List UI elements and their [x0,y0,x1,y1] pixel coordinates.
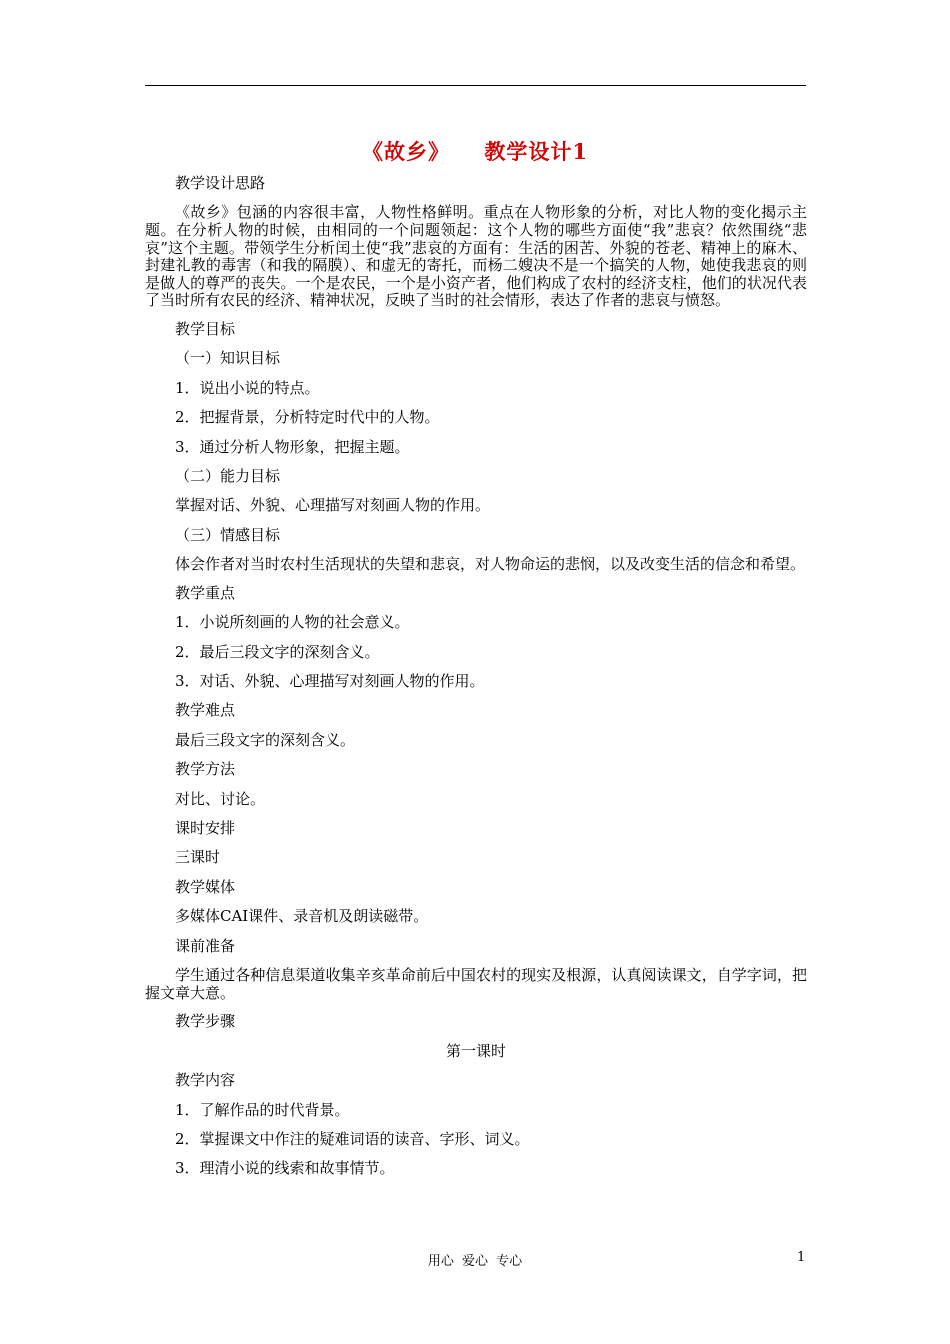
document-body [145,169,807,1184]
heading-design-idea: 教学设计思路 [175,174,266,192]
heading-teaching-focus: 教学重点 [175,583,236,602]
footer-motto: 用心 爱心 专心 [427,1254,523,1269]
section-first-lesson: 第一课时 [445,1041,506,1060]
list-item: 2．把握背景，分析特定时代中的人物。 [175,408,440,427]
list-item: 2．掌握课文中作注的疑难词语的读音、字形、词义。 [175,1129,530,1148]
page-number: 1 [797,1250,806,1265]
heading-lesson-arrangement: 课时安排 [175,819,236,838]
document-title: 《故乡》 教学设计1 [362,139,588,164]
paragraph-ability-goals: 掌握对话、外貌、心理描写对刻画人物的作用。 [175,496,491,515]
list-item: 1．小说所刻画的人物的社会意义。 [175,613,410,632]
paragraph-teaching-media: 多媒体CAI课件、录音机及朗读磁带。 [175,907,429,926]
list-item: 3．理清小说的线索和故事情节。 [175,1159,395,1178]
list-item: 1．了解作品的时代背景。 [175,1100,350,1119]
paragraph-teaching-method: 对比、讨论。 [175,789,266,808]
paragraph-lesson-arrangement: 三课时 [175,848,221,867]
heading-teaching-content: 教学内容 [175,1071,236,1090]
subheading-ability-goals: （二）能力目标 [175,467,281,485]
subheading-emotion-goals: （三）情感目标 [175,525,281,544]
list-item: 3．对话、外貌、心理描写对刻画人物的作用。 [175,672,485,691]
list-item: 3．通过分析人物形象，把握主题。 [175,437,410,456]
heading-teaching-method: 教学方法 [175,760,236,779]
heading-teaching-media: 教学媒体 [175,877,236,896]
subheading-knowledge-goals: （一）知识目标 [175,349,281,368]
paragraph-emotion-goals: 体会作者对当时农村生活现状的失望和悲哀，对人物命运的悲悯，以及改变生活的信念和希望。 [175,555,806,574]
heading-preparation: 课前准备 [175,936,236,955]
paragraph-preparation: 学生通过各种信息渠道收集辛亥革命前后中国农村的现实及根源，认真阅读课文，自学字词，把握文章大意。 [145,966,807,1002]
heading-teaching-steps: 教学步骤 [175,1012,236,1031]
heading-teaching-goals: 教学目标 [175,319,236,338]
paragraph-design-idea: 《故乡》包涵的内容很丰富，人物性格鲜明。重点在人物形象的分析，对比人物的变化揭示主题。在分析人物的时候，由相同的一个问题领起：这个人物的哪些方面使“我”悲哀？依然围绕“悲哀”这个主题。带领学生分析闰土使“我”悲哀的方面有：生活的困苦、外貌的苍老、精神上的麻木、封建礼教的毒害（和我的隔膜）、和虚无的寄托，而杨二嫂决不是一个搞笑的人物，她使我悲哀的则是做人的尊严的丧失。一个是农民，一个是小资产者，他们构成了农村的经济支柱，他们的状况代表了当时所有农民的经济、精神状况，反映了当时的社会情形，表达了作者的悲哀与愤怒。 [145,203,807,310]
list-item: 2．最后三段文字的深刻含义。 [175,642,380,661]
paragraph-teaching-difficulty: 最后三段文字的深刻含义。 [175,730,356,749]
heading-teaching-difficulty: 教学难点 [175,701,236,720]
header-rule [145,85,806,86]
list-item: 1．说出小说的特点。 [175,378,320,397]
